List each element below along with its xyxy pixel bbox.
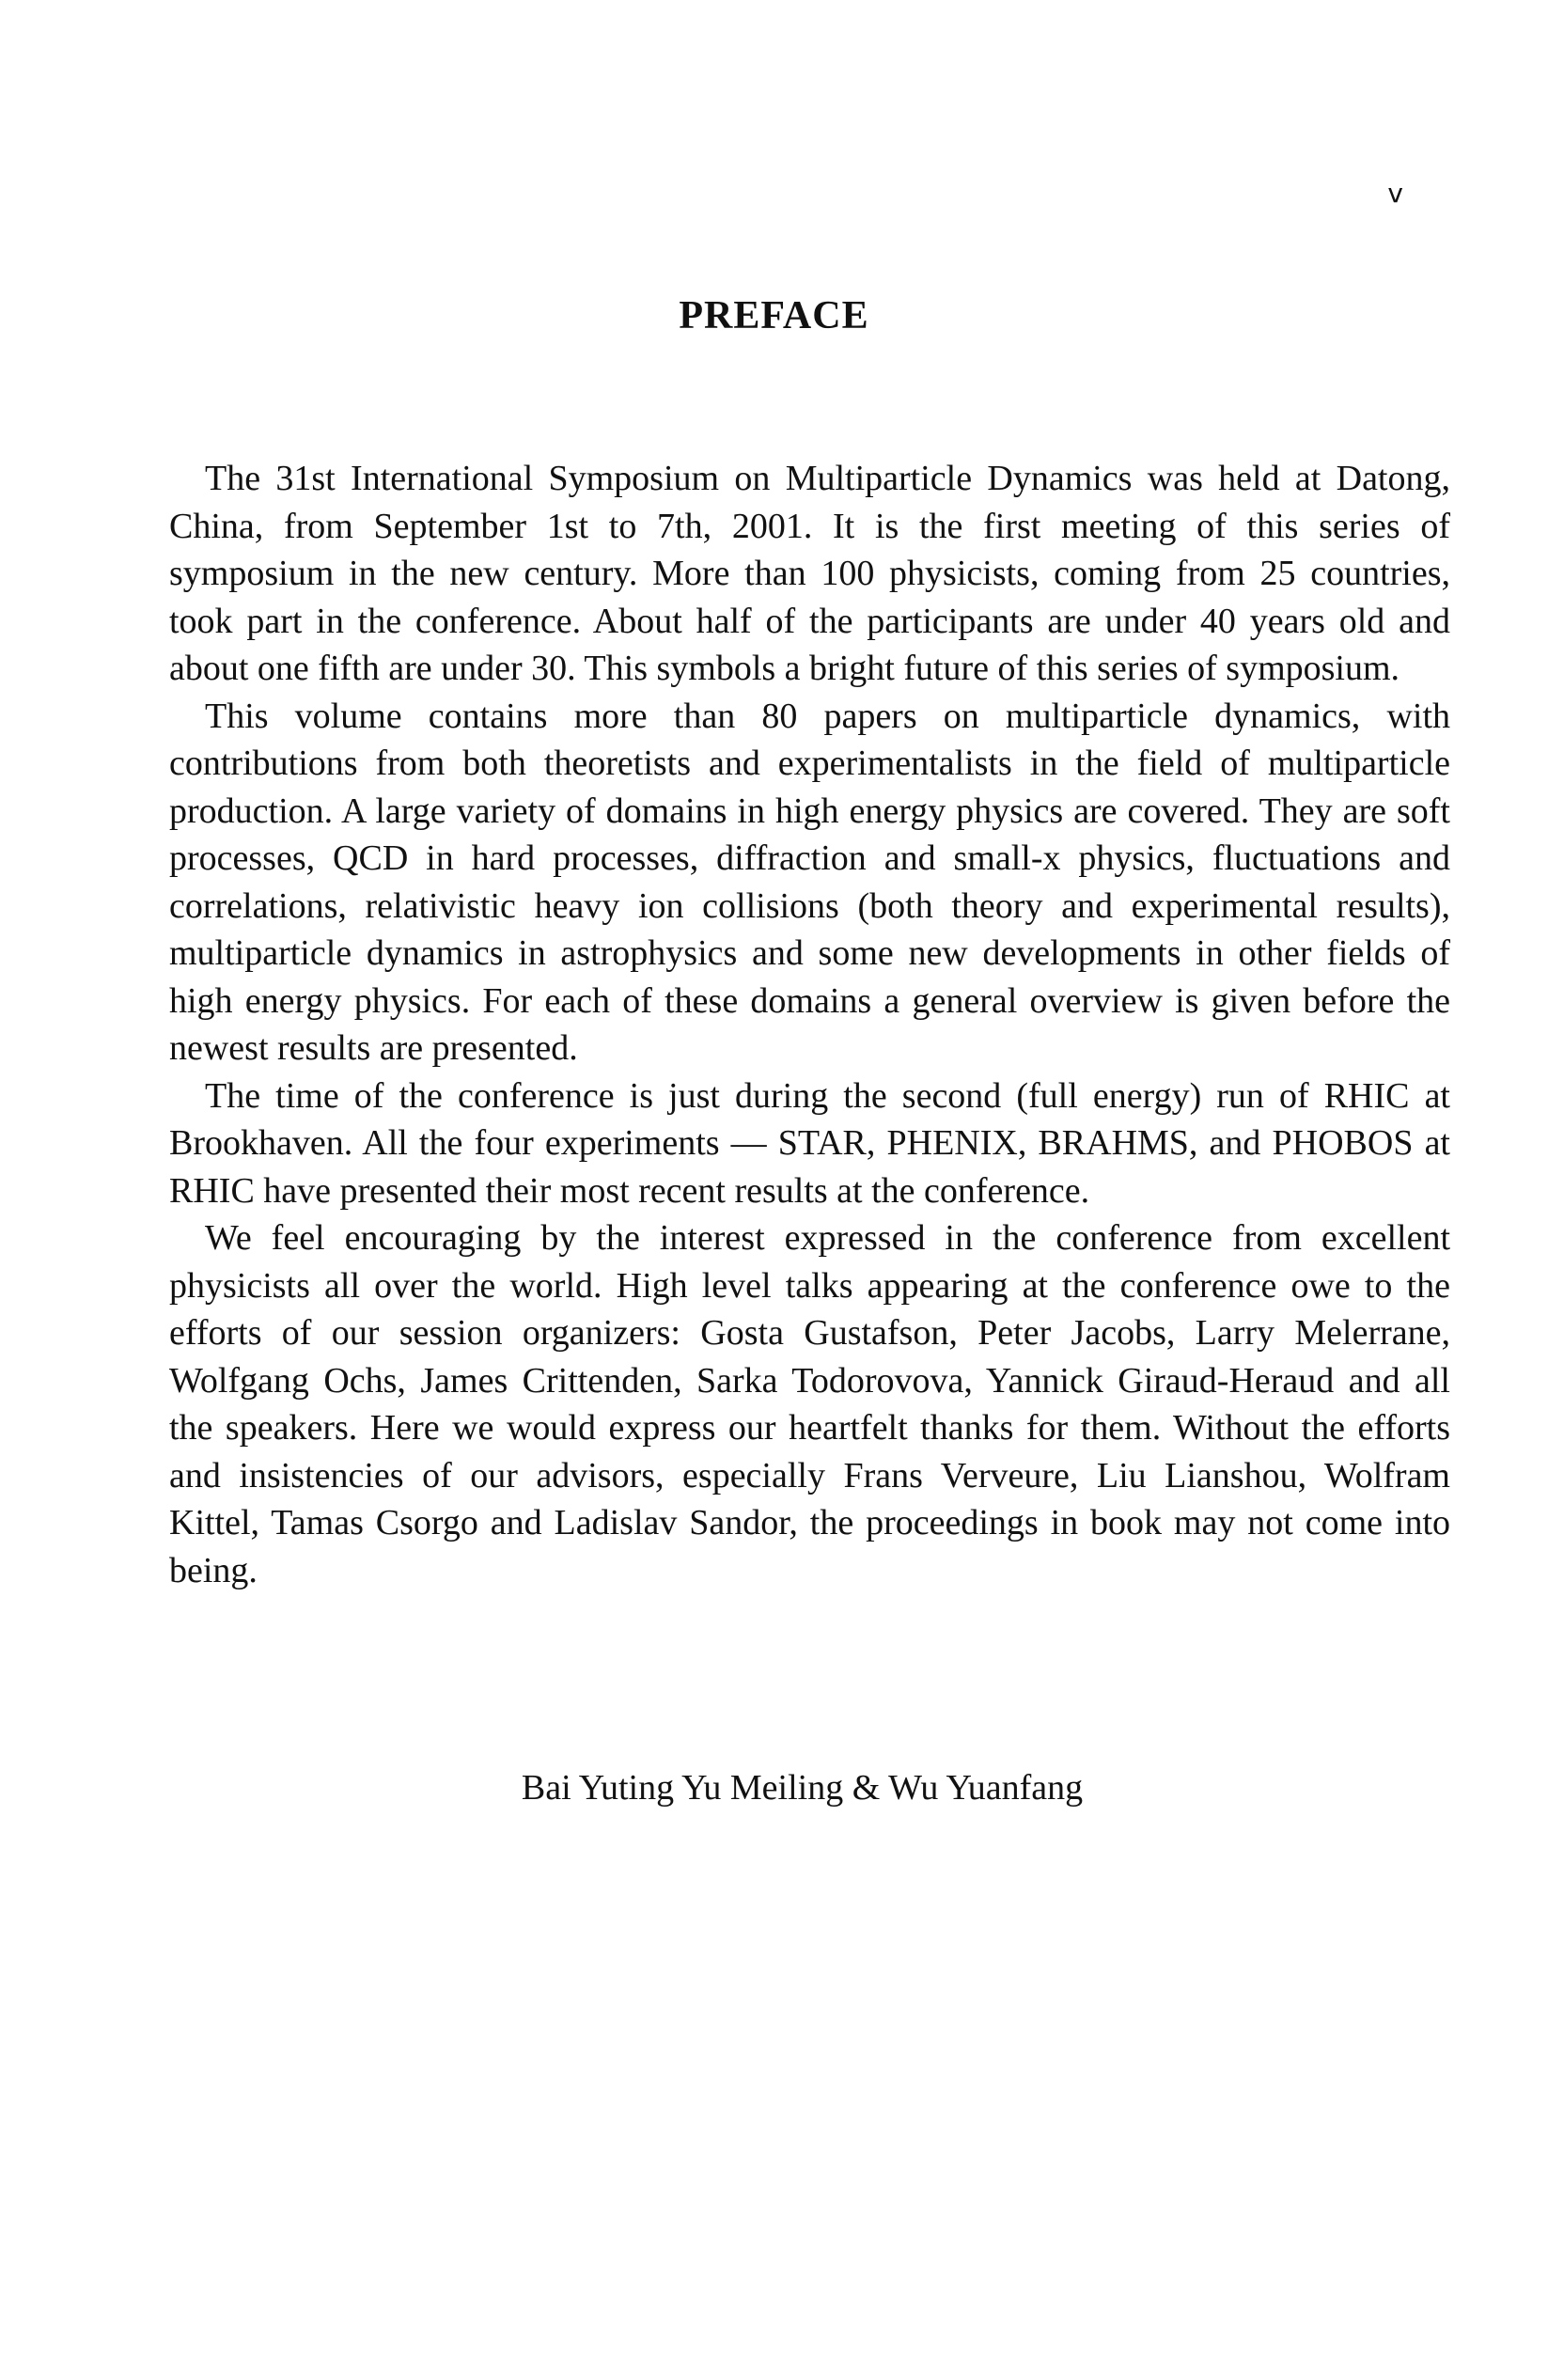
paragraph-rhic: The time of the conference is just during the second (full energy) run of RHIC at Brookhaven. All the four experiments — STAR, PHENIX, BRAHMS, and PHOBOS at RHIC have presented their most recent results at the conference. [169,1075,1450,1211]
page-title: PREFACE [679,294,869,337]
editors-signature: Bai Yuting Yu Meiling & Wu Yuanfang [521,1768,1084,1808]
paragraph-intro: The 31st International Symposium on Multiparticle Dynamics was held at Datong, China, from September 1st to 7th, 2001. It is the first meeting of this series of symposium in the new century. More than 100 physicists, coming from 25 countries, took part in the conference. About half of the participants are under 40 years old and about one fifth are under 30. This symbols a bright future of this series of symposium. [169,459,1450,688]
paragraph-volume-contents: This volume contains more than 80 papers on multiparticle dynamics, with contributions from both theoretists and experimentalists in the field of multiparticle production. A large variety of domains in high energy physics are covered. They are soft processes, QCD in hard processes, diffraction and small-x physics, fluctuations and correlations, relativistic heavy ion collisions (both theory and experimental results), multiparticle dynamics in astrophysics and some new developments in other fields of high energy physics. For each of these domains a general overview is given before the newest results are presented. [169,696,1450,1068]
paragraph-acknowledgements: We feel encouraging by the interest expressed in the conference from excellent physicists all over the world. High level talks appearing at the conference owe to the efforts of our session organizers: Gosta Gustafson, Peter Jacobs, Larry Melerrane, Wolfgang Ochs, James Crittenden, Sarka Todorovova, Yannick Giraud-Heraud and all the speakers. Here we would express our heartfelt thanks for them. Without the efforts and insistencies of our advisors, especially Frans Verveure, Liu Lianshou, Wolfram Kittel, Tamas Csorgo and Ladislav Sandor, the proceedings in book may not come into being. [169,1218,1450,1590]
page-number: v [1387,178,1403,209]
preface-body [169,455,1450,1594]
